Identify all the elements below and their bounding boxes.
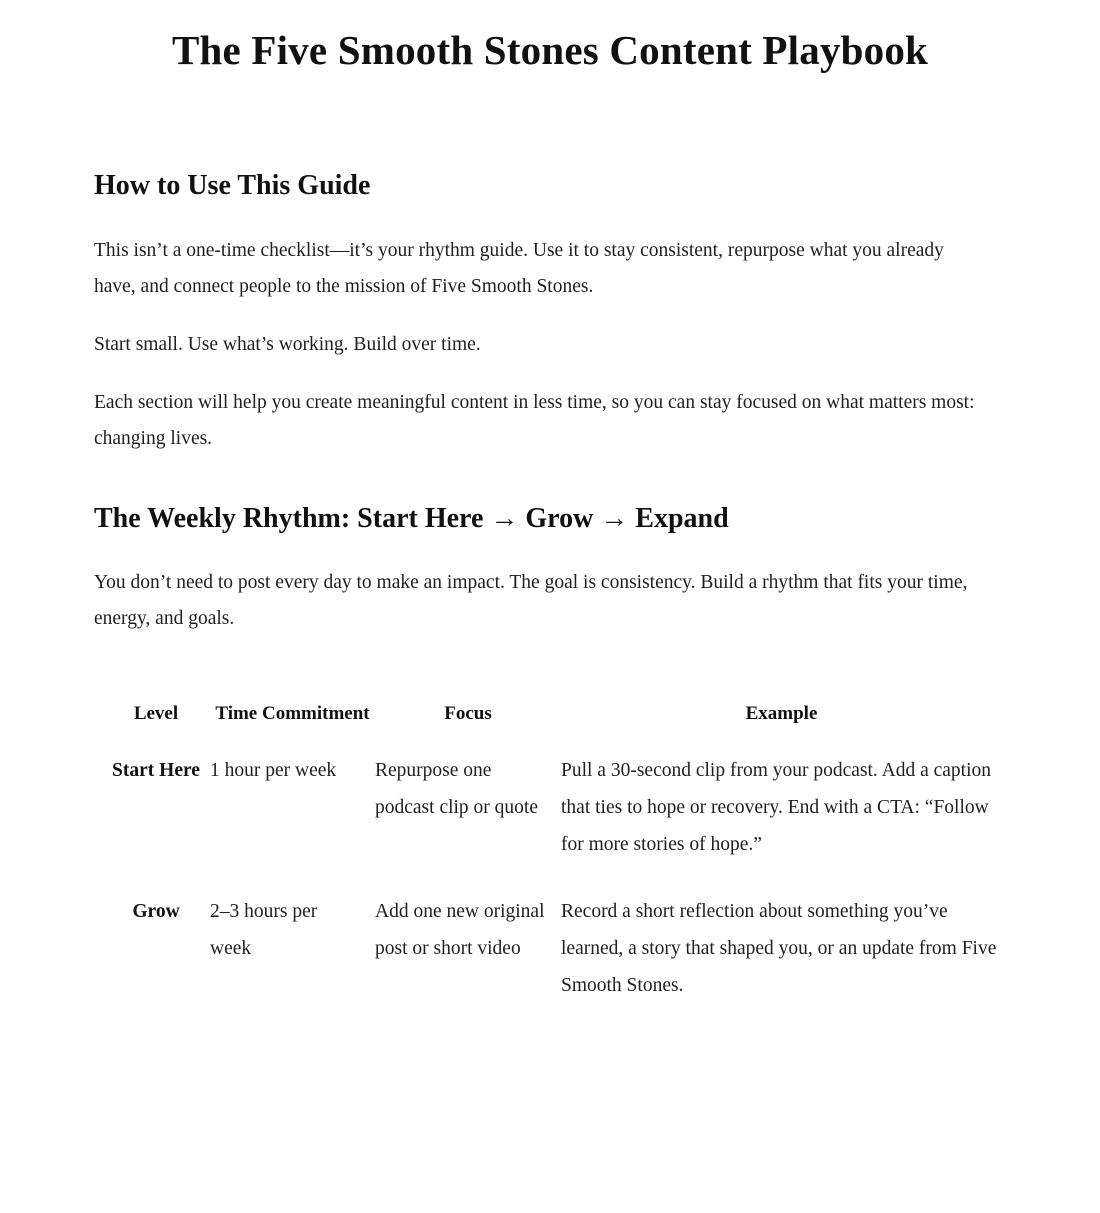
column-header-time-commitment: Time Commitment: [215, 703, 370, 725]
page-title: The Five Smooth Stones Content Playbook: [171, 27, 929, 73]
document-body: [0, 74, 1100, 1034]
paragraph-each-section: Each section will help you create meaningful content in less time, so you can stay focused on what matters most: changing lives.: [94, 391, 975, 449]
column-header-level: Level: [133, 703, 179, 725]
cell-focus: Repurpose one podcast clip or quote: [375, 760, 538, 819]
cell-focus: Add one new original post or short video: [375, 901, 545, 960]
table-header: [102, 695, 1002, 752]
spacer: [94, 205, 1000, 233]
cell-level: Start Here: [112, 760, 200, 782]
paragraph-weekly-rhythm-intro: You don’t need to post every day to make an impact. The goal is consistency. Build a rhythm that fits your time, energy, and goals.: [94, 572, 968, 630]
cell-example: Pull a 30-second clip from your podcast. Add a caption that ties to hope or recovery. End with a CTA: “Follow for more stories of hope.”: [561, 760, 991, 856]
spacer: [94, 457, 1000, 501]
cell-level: Grow: [132, 901, 180, 923]
spacer: [94, 363, 1000, 385]
weekly-rhythm-table: [102, 695, 1002, 1034]
spacer: [94, 305, 1000, 327]
cell-example: Record a short reflection about something you’ve learned, a story that shaped you, or an update from Five Smooth Stones.: [561, 901, 997, 997]
table-body: [102, 752, 1002, 1034]
paragraph-start-small: Start small. Use what’s working. Build over time.: [94, 333, 481, 355]
cell-time-commitment: 1 hour per week: [210, 760, 337, 782]
spacer: [94, 74, 1000, 168]
spacer: [94, 637, 1000, 695]
column-header-example: Example: [745, 703, 818, 725]
table-row: [102, 752, 1002, 893]
table-row: [102, 893, 1002, 1034]
column-header-focus: Focus: [444, 703, 492, 725]
section-heading-weekly-rhythm: The Weekly Rhythm: Start Here → Grow → Expand: [94, 502, 729, 534]
table-header-row: [102, 695, 1002, 752]
spacer: [94, 537, 1000, 565]
cell-time-commitment: 2–3 hours per week: [210, 901, 318, 960]
paragraph-intro: This isn’t a one-time checklist—it’s your rhythm guide. Use it to stay consistent, repurpose what you already have, and connect people to the mission of Five Smooth Stones.: [94, 239, 944, 297]
section-heading-how-to-use-this-guide: How to Use This Guide: [94, 170, 371, 202]
